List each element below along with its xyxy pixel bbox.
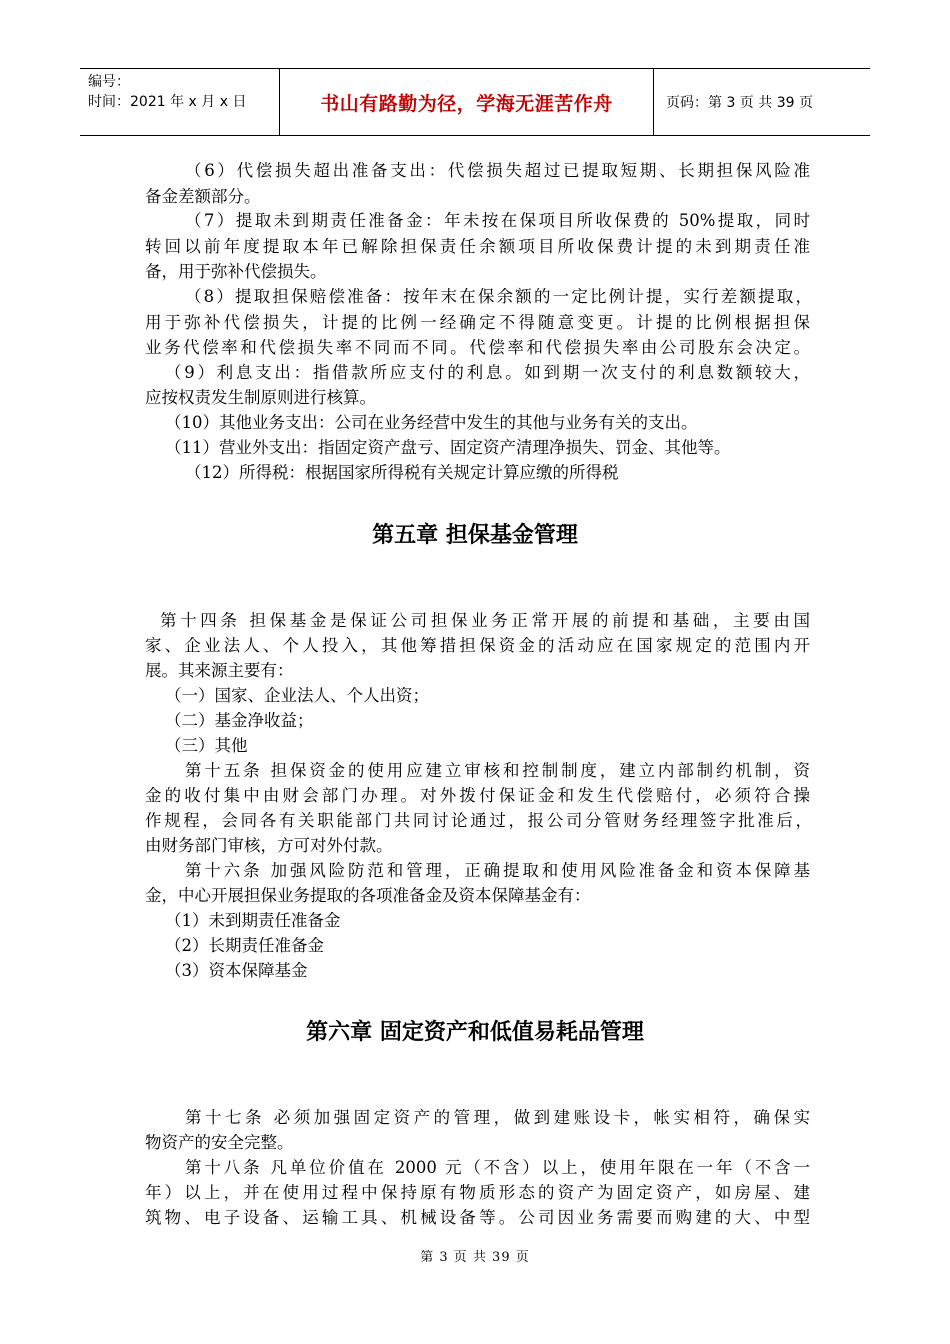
paragraph-line: （10）其他业务支出：公司在业务经营中发生的其他与业务有关的支出。 (165, 413, 698, 432)
paragraph-line: 第十七条 必须加强固定资产的管理，做到建账设卡，帐实相符，确保实 (185, 1108, 810, 1127)
paragraph-line: （6）代偿损失超出准备支出：代偿损失超过已提取短期、长期担保风险准 (185, 161, 810, 180)
paragraph-line: 第十四条 担保基金是保证公司担保业务正常开展的前提和基础，主要由国 (160, 611, 810, 630)
paragraph-line: 转回以前年度提取本年已解除担保责任余额项目所收保费计提的未到期责任准 (145, 237, 810, 256)
paragraph-line: 应按权责发生制原则进行核算。 (145, 388, 376, 407)
chapter-heading: 第六章 固定资产和低值易耗品管理 (306, 1020, 644, 1045)
list-item: （一）国家、企业法人、个人出资； (165, 686, 429, 705)
header-motto: 书山有路勤为径，学海无涯苦作舟 (280, 69, 654, 135)
paragraph-line: 年）以上，并在使用过程中保持原有物质形态的资产为固定资产，如房屋、建 (145, 1183, 810, 1202)
paragraph-line: （9）利息支出：指借款所应支付的利息。如到期一次支付的利息数额较大， (165, 363, 810, 382)
paragraph-line: （8）提取担保赔偿准备：按年末在保余额的一定比例计提，实行差额提取， (185, 287, 812, 306)
paragraph-line: （11）营业外支出：指固定资产盘亏、固定资产清理净损失、罚金、其他等。 (165, 438, 731, 457)
page-header (80, 68, 870, 136)
page-footer: 第 3 页 共 39 页 (420, 1250, 530, 1265)
paragraph-line: 用于弥补代偿损失，计提的比例一经确定不得随意变更。计提的比例根据担保 (145, 313, 810, 332)
paragraph-line: 展。其来源主要有： (145, 661, 294, 680)
paragraph-line: 第十六条 加强风险防范和管理，正确提取和使用风险准备金和资本保障基 (185, 861, 810, 880)
paragraph-line: 第十八条 凡单位价值在 2000 元（不含）以上，使用年限在一年（不含一 (185, 1158, 810, 1177)
paragraph-line: 备金差额部分。 (145, 187, 261, 206)
paragraph-line: （12）所得税：根据国家所得税有关规定计算应缴的所得税 (185, 463, 619, 482)
document-number-label: 编号： (88, 74, 130, 90)
paragraph-line: 业务代偿率和代偿损失率不同而不同。代偿率和代偿损失率由公司股东会决定。 (145, 338, 810, 357)
paragraph-line: 金，中心开展担保业务提取的各项准备金及资本保障基金有： (145, 886, 591, 905)
paragraph-line: 备，用于弥补代偿损失。 (145, 262, 327, 281)
list-item: （1）未到期责任准备金 (165, 911, 341, 930)
paragraph-line: 金的收付集中由财会部门办理。对外拨付保证金和发生代偿赔付，必须符合操 (145, 786, 810, 805)
paragraph-line: 作规程，会同各有关职能部门共同讨论通过，报公司分管财务经理签字批准后， (145, 811, 812, 830)
paragraph-line: 第十五条 担保资金的使用应建立审核和控制制度，建立内部制约机制，资 (185, 761, 810, 780)
list-item: （3）资本保障基金 (165, 961, 308, 980)
paragraph-line: 筑物、电子设备、运输工具、机械设备等。公司因业务需要而购建的大、中型 (145, 1208, 810, 1227)
paragraph-line: 由财务部门审核，方可对外付款。 (145, 836, 393, 855)
list-item: （2）长期责任准备金 (165, 936, 324, 955)
list-item: （二）基金净收益； (165, 711, 314, 730)
header-meta (80, 69, 280, 135)
list-item: （三）其他 (165, 736, 248, 755)
chapter-heading: 第五章 担保基金管理 (372, 523, 578, 548)
paragraph-line: （7）提取未到期责任准备金：年未按在保项目所收保费的 50%提取，同时 (185, 211, 810, 230)
paragraph-line: 家、企业法人、个人投入，其他筹措担保资金的活动应在国家规定的范围内开 (145, 636, 810, 655)
document-date: 时间：2021 年 x 月 x 日 (88, 94, 247, 110)
paragraph-line: 物资产的安全完整。 (145, 1133, 294, 1152)
header-page-number: 页码：第 3 页 共 39 页 (666, 95, 813, 111)
